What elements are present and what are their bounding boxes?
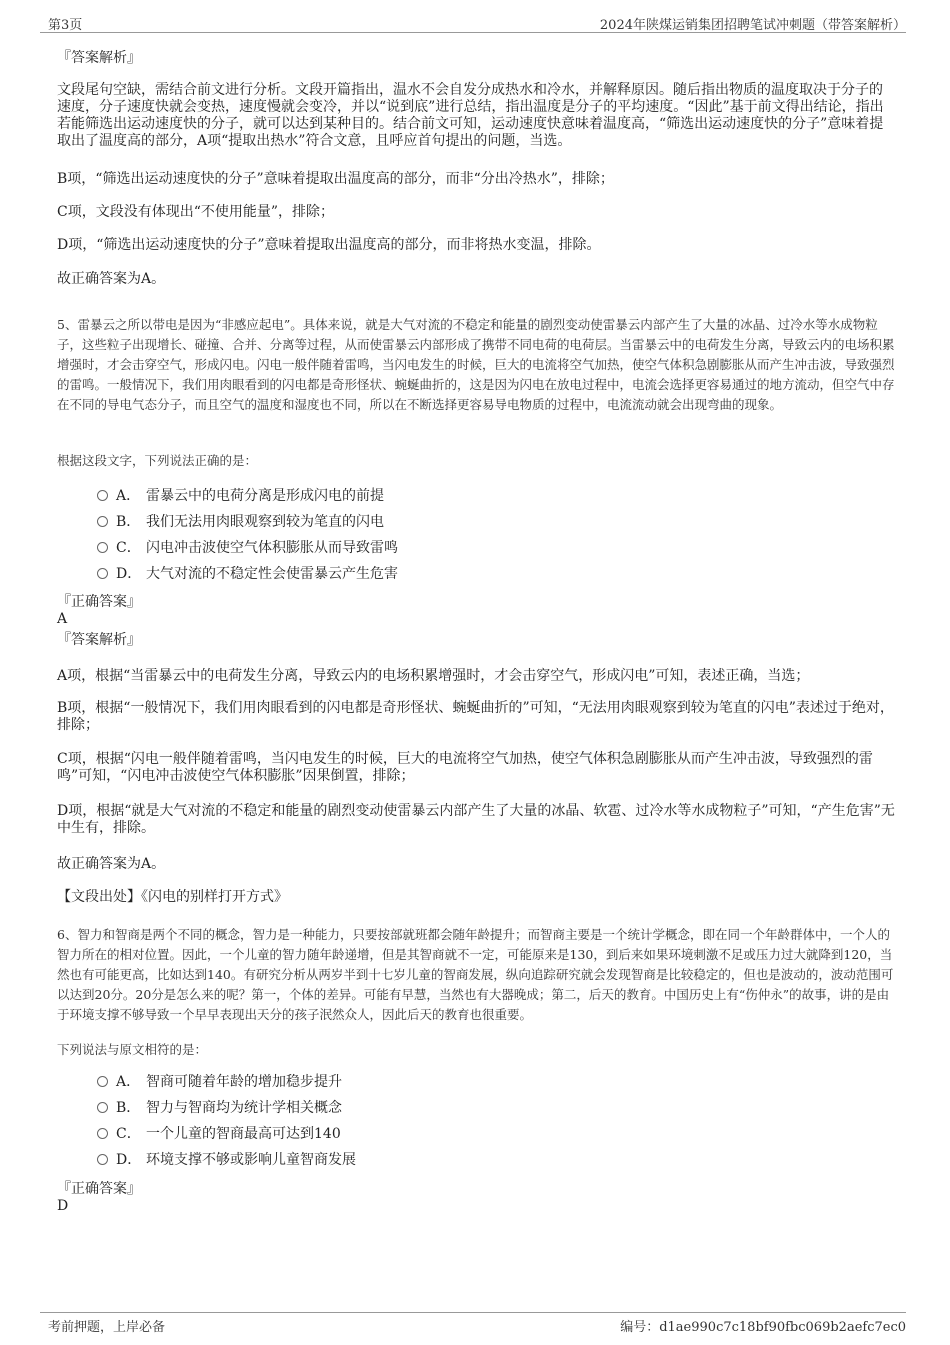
q5-analysis-a: A项，根据“当雷暴云中的电荷发生分离，导致云内的电场积累增强时，才会击穿空气，形成闪电”可知，表述正确，当选； xyxy=(57,668,810,684)
radio-icon[interactable] xyxy=(97,490,108,501)
radio-icon[interactable] xyxy=(97,516,108,527)
q6-option-b[interactable]: B． 智力与智商均为统计学相关概念 xyxy=(97,1095,356,1121)
q6-option-a[interactable]: A． 智商可随着年龄的增加稳步提升 xyxy=(97,1069,356,1095)
page-footer xyxy=(40,1312,906,1335)
footer-slogan: 考前押题，上岸必备 xyxy=(48,1320,166,1335)
q5-analysis-c: C项，根据“闪电一般伴随着雷鸣，当闪电发生的时候，巨大的电流将空气加热，使空气体积急剧膨胀从而产生冲击波，导致强烈的雷鸣”可知，“闪电冲击波使空气体积膨胀”因果倒置，排除； xyxy=(57,751,873,784)
q6-passage: 6、智力和智商是两个不同的概念，智力是一种能力，只要按部就班都会随年龄提升；而智商主要是一个统计学概念，即在同一个年龄群体中，一个人的智力所在的相对位置。因此，一个儿童的智力随年龄递增，但是其智商就不一定，可能原来是130，到后来如果环境刺激不足或压力过大就降到120，当然也有可能更高，比如达到140。有研究分析从两岁半到十七岁儿童的智商发展，纵向追踪研究就会发现智商是比较稳定的，但也是波动的，波动范围可以达到20分。20分是怎么来的呢？第一，个体的差异。可能有早慧，当然也有大器晚成；第二，后天的教育。中国历史上有“伤仲永”的故事，讲的是由于环境支撑不够导致一个早早表现出天分的孩子泯然众人，因此后天的教育也很重要。 xyxy=(57,927,894,1022)
q5-passage: 5、雷暴云之所以带电是因为“非感应起电”。具体来说，就是大气对流的不稳定和能量的剧烈变动使雷暴云内部产生了大量的冰晶、过冷水等水成物粒子，这些粒子出现增长、碰撞、合并、分离等过程，从而使雷暴云内部形成了携带不同电荷的电荷层。当雷暴云中的电荷发生分离，导致云内的电场积累增强时，才会击穿空气，形成闪电。闪电一般伴随着雷鸣，当闪电发生的时候，巨大的电流将空气加热，使空气体积急剧膨胀从而产生冲击波，导致强烈的雷鸣。一般情况下，我们用肉眼看到的闪电都是奇形怪状、蜿蜒曲折的，这是因为闪电在放电过程中，电流会选择更容易通过的地方流动，但空气中存在不同的导电气态分子，而且空气的温度和湿度也不同，所以在不断选择更容易导电物质的过程中，电流流动就会出现弯曲的现象。 xyxy=(57,317,895,412)
document-id: 编号：d1ae990c7c18bf90fbc069b2aefc7ec0 xyxy=(620,1320,906,1335)
radio-icon[interactable] xyxy=(97,1102,108,1113)
q5-answer-label: 『正确答案』 xyxy=(57,594,141,610)
q6-answer-label: 『正确答案』 xyxy=(57,1181,141,1197)
q5-conclusion: 故正确答案为A。 xyxy=(57,856,166,872)
radio-icon[interactable] xyxy=(97,568,108,579)
q4-analysis-c: C项，文段没有体现出“不使用能量”，排除； xyxy=(57,204,335,220)
page-number: 第3页 xyxy=(48,18,83,33)
q5-option-b[interactable]: B． 我们无法用肉眼观察到较为笔直的闪电 xyxy=(97,509,398,535)
q5-options xyxy=(97,483,398,587)
q4-analysis-paragraph: 文段尾句空缺，需结合前文进行分析。文段开篇指出，温水不会自发分成热水和冷水，并解释原因。随后指出物质的温度取决于分子的速度，分子速度快就会变热，速度慢就会变冷，并以“说到底”进行总结，指出温度是分子的平均速度。“因此”基于前文得出结论，指出若能筛选出运动速度快的分子，就可以达到某种目的。结合前文可知，运动速度快意味着温度高，“筛选出运动速度快的分子”意味着提取出了温度高的部分，A项“提取出热水”符合文意，且呼应首句提出的问题，当选。 xyxy=(57,82,884,149)
radio-icon[interactable] xyxy=(97,542,108,553)
document-title: 2024年陕煤运销集团招聘笔试冲刺题（带答案解析） xyxy=(599,18,906,33)
q5-question: 根据这段文字，下列说法正确的是： xyxy=(57,453,258,468)
q5-analysis-d: D项，根据“就是大气对流的不稳定和能量的剧烈变动使雷暴云内部产生了大量的冰晶、软雹、过冷水等水成物粒子”可知，“产生危害”无中生有，排除。 xyxy=(57,803,895,836)
radio-icon[interactable] xyxy=(97,1128,108,1139)
q5-analysis-b: B项，根据“一般情况下，我们用肉眼看到的闪电都是奇形怪状、蜿蜒曲折的”可知，“无法用肉眼观察到较为笔直的闪电”表述过于绝对，排除； xyxy=(57,700,894,733)
q4-conclusion: 故正确答案为A。 xyxy=(57,271,166,287)
q5-option-d[interactable]: D． 大气对流的不稳定性会使雷暴云产生危害 xyxy=(97,561,398,587)
q5-analysis-label: 『答案解析』 xyxy=(57,632,141,648)
radio-icon[interactable] xyxy=(97,1154,108,1165)
q6-option-d[interactable]: D． 环境支撑不够或影响儿童智商发展 xyxy=(97,1147,356,1173)
q4-analysis-b: B项，“筛选出运动速度快的分子”意味着提取出温度高的部分，而非“分出冷热水”，排除； xyxy=(57,171,614,187)
q5-option-c[interactable]: C． 闪电冲击波使空气体积膨胀从而导致雷鸣 xyxy=(97,535,398,561)
radio-icon[interactable] xyxy=(97,1076,108,1087)
q6-options xyxy=(97,1069,356,1173)
q5-option-a[interactable]: A． 雷暴云中的电荷分离是形成闪电的前提 xyxy=(97,483,398,509)
q6-answer: D xyxy=(57,1198,69,1214)
analysis-label: 『答案解析』 xyxy=(57,50,141,66)
q4-analysis-d: D项，“筛选出运动速度快的分子”意味着提取出温度高的部分，而非将热水变温，排除。 xyxy=(57,237,601,253)
q5-answer: A xyxy=(57,611,68,627)
q6-option-c[interactable]: C． 一个儿童的智商最高可达到140 xyxy=(97,1121,356,1147)
q6-question: 下列说法与原文相符的是： xyxy=(57,1042,208,1057)
q5-source: 【文段出处】《闪电的别样打开方式》 xyxy=(57,889,288,905)
page-header xyxy=(40,14,906,33)
